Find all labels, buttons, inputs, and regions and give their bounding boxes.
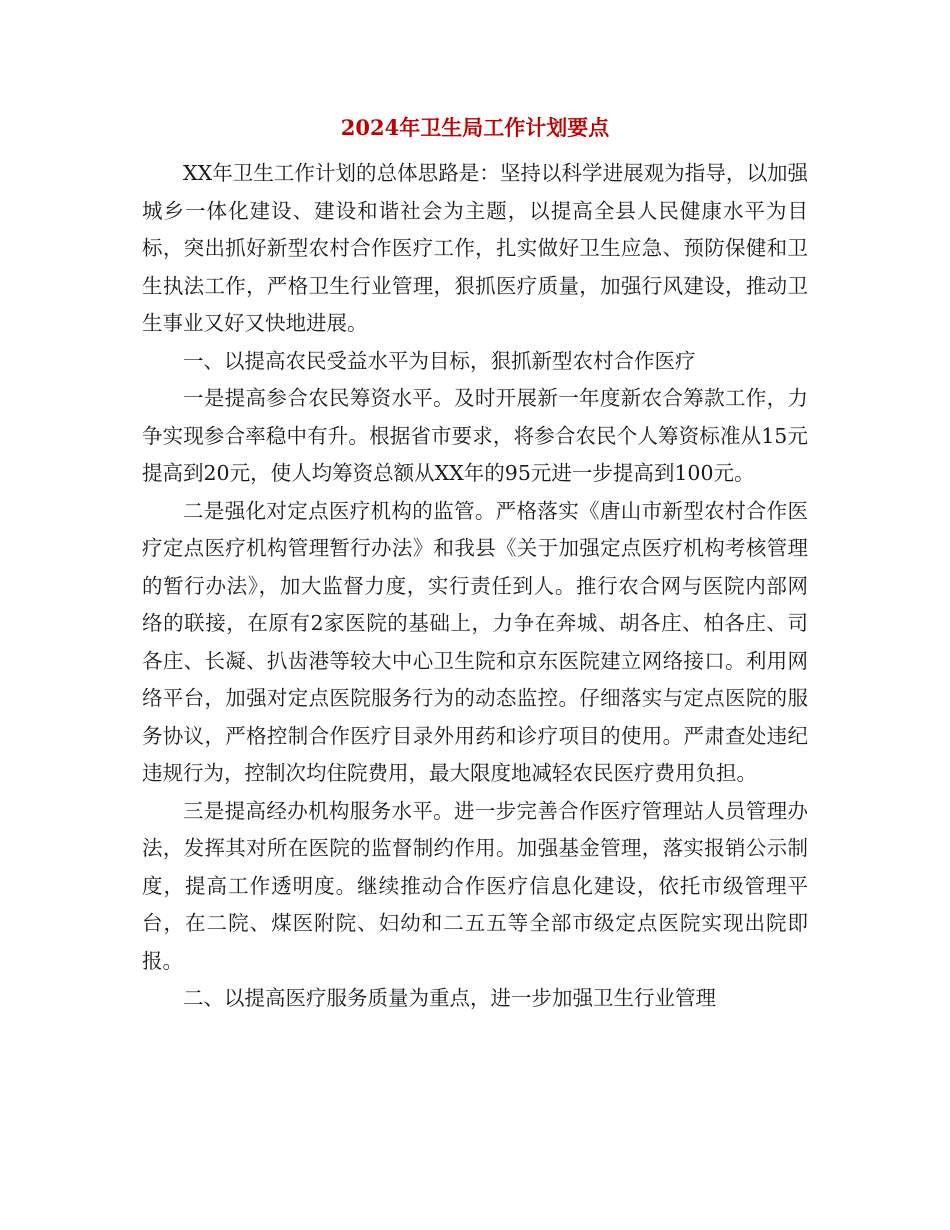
paragraph-item-2: 二是强化对定点医疗机构的监管。严格落实《唐山市新型农村合作医疗定点医疗机构管理暂行办法》和我县《关于加强定点医疗机构考核管理的暂行办法》，加大监督力度，实行责任到人。推行农合网与医院内部网络的联接，在原有2家医院的基础上，力争在奔城、胡各庄、柏各庄、司各庄、长凝、扒齿港等较大中心卫生院和京东医院建立网络接口。利用网络平台，加强对定点医院服务行为的动态监控。仔细落实与定点医院的服务协议，严格控制合作医疗目录外用药和诊疗项目的使用。严肃查处违纪违规行为，控制次均住院费用，最大限度地减轻农民医疗费用负担。 bbox=[142, 498, 808, 785]
paragraph-item-1: 一是提高参合农民筹资水平。及时开展新一年度新农合筹款工作，力争实现参合率稳中有升。根据省市要求，将参合农民个人筹资标准从15元提高到20元，使人均筹资总额从XX年的95元进一步提高到100元。 bbox=[142, 386, 808, 485]
document-title: 2024年卫生局工作计划要点 bbox=[340, 115, 610, 140]
section-heading-2: 二、以提高医疗服务质量为重点，进一步加强卫生行业管理 bbox=[183, 986, 716, 1010]
section-heading-1: 一、以提高农民受益水平为目标，狠抓新型农村合作医疗 bbox=[183, 348, 696, 373]
paragraph-overall-approach: XX年卫生工作计划的总体思路是：坚持以科学进展观为指导，以加强城乡一体化建设、建设和谐社会为主题，以提高全县人民健康水平为目标，突出抓好新型农村合作医疗工作，扎实做好卫生应急、预防保健和卫生执法工作，严格卫生行业管理，狠抓医疗质量，加强行风建设，推动卫生事业又好又快地进展。 bbox=[142, 161, 808, 335]
document-body bbox=[142, 155, 808, 1018]
paragraph-item-3: 三是提高经办机构服务水平。进一步完善合作医疗管理站人员管理办法，发挥其对所在医院的监督制约作用。加强基金管理，落实报销公示制度，提高工作透明度。继续推动合作医疗信息化建设，依托市级管理平台，在二院、煤医附院、妇幼和二五五等全部市级定点医院实现出院即报。 bbox=[142, 798, 808, 973]
